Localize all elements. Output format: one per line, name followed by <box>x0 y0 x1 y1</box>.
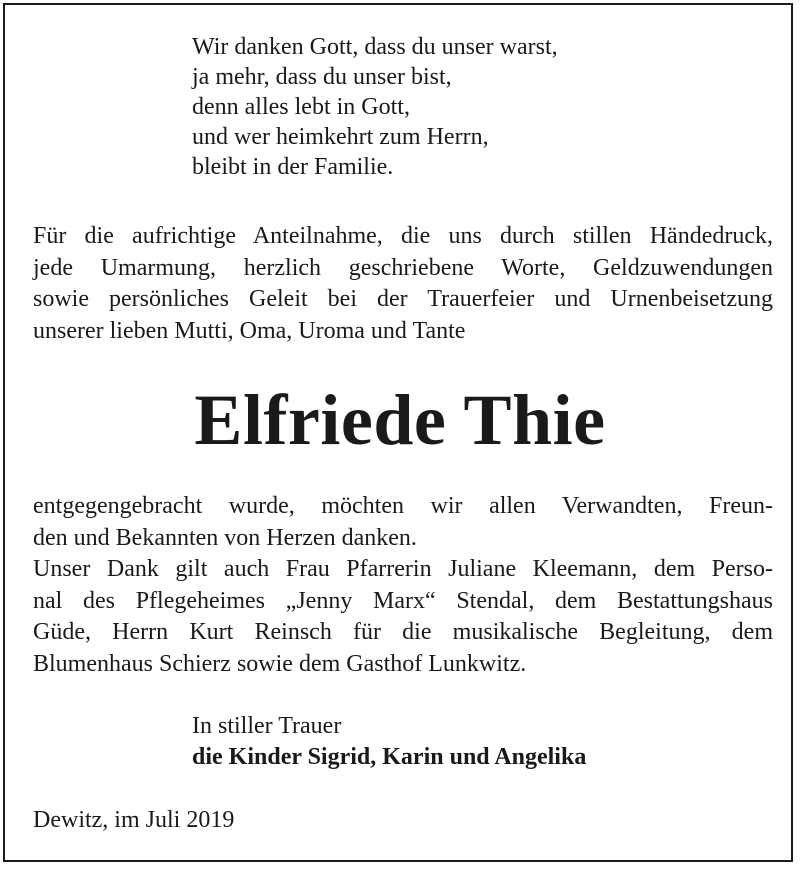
intro-line: unserer lieben Mutti, Oma, Uroma und Tante <box>33 317 466 344</box>
poem-line: denn alles lebt in Gott, <box>192 94 410 120</box>
place-date: Dewitz, im Juli 2019 <box>33 807 235 833</box>
deceased-name: Elfriede Thie <box>194 380 606 460</box>
poem-line: Wir danken Gott, dass du unser warst, <box>192 34 558 60</box>
body-line: Blumenhaus Schierz sowie dem Gasthof Lunkwitz. <box>33 650 527 677</box>
intro-line: jede Umarmung, herzlich geschriebene Worte, Geldzuwendungen <box>33 254 773 281</box>
body-line: nal des Pflegeheimes „Jenny Marx“ Stendal, dem Bestattungshaus <box>33 587 773 614</box>
body-line: Güde, Herrn Kurt Reinsch für die musikalische Begleitung, dem <box>33 619 773 645</box>
poem <box>192 32 558 182</box>
signatories: die Kinder Sigrid, Karin und Angelika <box>192 744 587 770</box>
body-line: Unser Dank gilt auch Frau Pfarrerin Juliane Kleemann, dem Perso- <box>33 556 773 582</box>
poem-line: ja mehr, dass du unser bist, <box>192 64 452 90</box>
intro-paragraph <box>33 221 773 347</box>
intro-line: sowie persönliches Geleit bei der Trauerfeier und Urnenbeisetzung <box>33 286 773 312</box>
body-line: entgegengebracht wurde, möchten wir allen Verwandten, Freun- <box>33 493 773 519</box>
poem-line: und wer heimkehrt zum Herrn, <box>192 124 489 150</box>
poem-line: bleibt in der Familie. <box>192 154 394 180</box>
body-paragraph <box>33 491 773 680</box>
intro-line: Für die aufrichtige Anteilnahme, die uns durch stillen Händedruck, <box>33 223 773 249</box>
closing-block <box>192 711 586 773</box>
body-line: den und Bekannten von Herzen danken. <box>33 524 417 551</box>
closing-line: In stiller Trauer <box>192 713 342 739</box>
